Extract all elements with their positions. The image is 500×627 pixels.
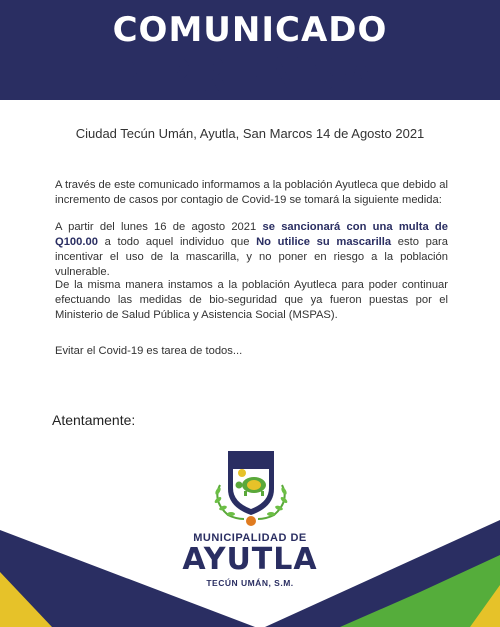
org-name: AYUTLA [182, 542, 318, 577]
paragraph-biosecurity: De la misma manera instamos a la población Ayutleca para poder continuar efectuando las medidas de bio-seguridad que ya fueron puestas por el Ministerio de Salud Pública y Asistencia Social (MSPAS). [55, 279, 448, 321]
dateline: Ciudad Tecún Umán, Ayutla, San Marcos 14 de Agosto 2021 [75, 126, 425, 141]
closing-salutation: Atentamente: [52, 412, 136, 428]
paragraph-closing-note: Evitar el Covid-19 es tarea de todos... [55, 345, 243, 357]
org-place: TECÚN UMÁN, S.M. [206, 578, 294, 588]
measure-fine-bold: se sancionará con una multa de Q100.00 [55, 221, 448, 248]
org-label: MUNICIPALIDAD DE [193, 532, 307, 544]
municipal-crest-logo [206, 445, 296, 527]
paragraph-intro: A través de este comunicado informamos a la población Ayutleca que debido al incremento de casos por contagio de Covid-19 se tomará la siguiente medida: [55, 179, 448, 206]
measure-mask-bold: No utilice su mascarilla [256, 236, 392, 248]
title-line-2 [0, 48, 500, 102]
measure-text-3: esto para incentivar el uso de la mascarilla, y no poner en riesgo a la población vulnerable. [55, 236, 448, 278]
title-prefix-de: DE [123, 58, 154, 82]
paragraph-measure [55, 220, 448, 280]
measure-text-1: A partir del lunes 16 de agosto 2021 [55, 221, 263, 233]
title-prensa: PRENSA [157, 48, 377, 102]
title-comunicado: COMUNICADO [112, 10, 388, 50]
measure-text-2: a todo aquel individuo que [97, 236, 257, 248]
